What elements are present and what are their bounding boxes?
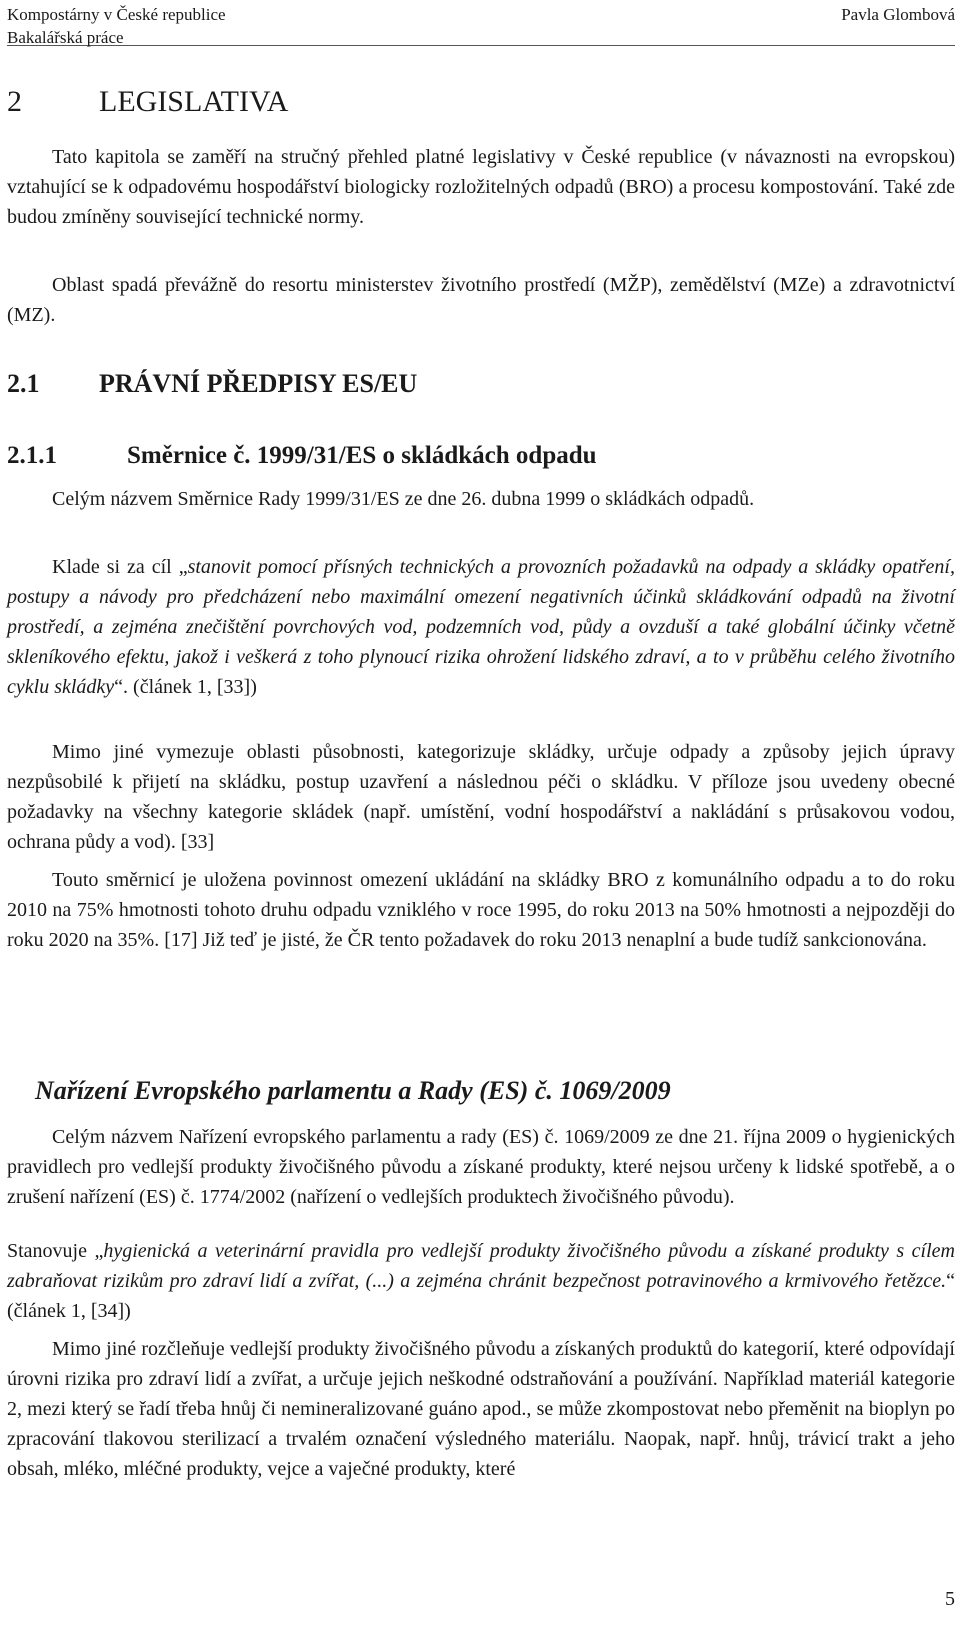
regulation-quote: hygienická a veterinární pravidla pro vedlejší produkty živočišného původu a získané produkty s cílem zabraňovat rizikům pro zdraví lidí a zvířat, (...) a zejména chránit bezpečnost potravinového a krmivového řetězce. [7,1240,955,1292]
regulation-paragraph-2 [7,1236,955,1326]
chapter-number: 2 [7,85,22,118]
intro-paragraph-2: Oblast spadá převážně do resortu ministerstev životního prostředí (MŽP), zemědělství (MZe) a zdravotnictví (MZ). [7,274,955,326]
regulation-quote-lead: Stanovuje „ [7,1240,104,1262]
directive-paragraph-4: Touto směrnicí je uložena povinnost omezení ukládání na skládky BRO z komunálního odpadu a to do roku 2010 na 75% hmotnosti tohoto druhu odpadu vzniklého v roce 1995, do roku 2013 na 50% hmotnosti a nejpozději do roku 2020 na 35%. [17] Již teď je jisté, že ČR tento požadavek do roku 2013 nenaplní a bude tudíž sankcionována. [7,869,955,951]
directive-quote-lead: Klade si za cíl „ [52,556,188,578]
page-header [7,0,955,46]
directive-quote-tail: “. (článek 1, [33]) [114,676,257,698]
page-number: 5 [945,1588,955,1610]
regulation-quote-tail: “ (článek 1, [34]) [7,1270,955,1322]
intro-paragraph-1: Tato kapitola se zaměří na stručný přehled platné legislativy v České republice (v návaznosti na evropskou) vztahující se k odpadovému hospodářství biologicky rozložitelných odpadů (BRO) a procesu kompostování. Také zde budou zmíněny související technické normy. [7,146,955,228]
chapter-title: LEGISLATIVA [99,85,289,118]
subsection-heading [7,440,597,472]
regulation-heading: Nařízení Evropského parlamentu a Rady (ES) č. 1069/2009 [35,1076,671,1105]
section-title: PRÁVNÍ PŘEDPISY ES/EU [99,369,418,398]
header-title: Kompostárny v České republice [7,5,226,24]
header-author: Pavla Glombová [841,5,955,24]
directive-paragraph-2 [7,552,955,702]
section-heading [7,367,417,401]
header-subtitle: Bakalářská práce [7,28,124,47]
subsection-title: Směrnice č. 1999/31/ES o skládkách odpadu [127,442,597,469]
chapter-heading [7,82,288,122]
directive-quote: stanovit pomocí přísných technických a provozních požadavků na odpady a skládky opatření, postupy a návody pro předcházení nebo maximální omezení negativních účinků skládkování odpadů na životní prostředí, a zejména znečištění povrchových vod, podzemních vod, půdy a ovzduší a také globální účinky včetně skleníkového efektu, jakož i veškerá z toho plynoucí rizika ohrožení lidského zdraví, a to v průběhu celého životního cyklu skládky [7,556,955,698]
directive-paragraph-1: Celým názvem Směrnice Rady 1999/31/ES ze dne 26. dubna 1999 o skládkách odpadů. [52,488,755,510]
subsection-number: 2.1.1 [7,442,57,469]
directive-paragraph-3: Mimo jiné vymezuje oblasti působnosti, kategorizuje skládky, určuje odpady a způsoby jejich úpravy nezpůsobilé k přijetí na skládku, postup uzavření a následnou péči o skládku. V příloze jsou uvedeny obecné požadavky na všechny kategorie skládek (např. umístění, vodní hospodářství a nakládání s průsakovou vodou, ochrana půdy a vod). [33] [7,741,955,853]
regulation-paragraph-3: Mimo jiné rozčleňuje vedlejší produkty živočišného původu a získaných produktů do kategorií, které odpovídají úrovni rizika pro zdraví lidí a zvířat, a určuje jejich neškodné odstraňování a používání. Například materiál kategorie 2, mezi který se řadí třeba hnůj či nemineralizované guáno apod., se může zkompostovat nebo přeměnit na bioplyn po zpracování tlakovou sterilizací a trvalém označení výsledného materiálu. Naopak, např. hnůj, trávicí trakt a jeho obsah, mléko, mléčné produkty, vejce a vaječné produkty, které [7,1338,955,1480]
regulation-paragraph-1: Celým názvem Nařízení evropského parlamentu a rady (ES) č. 1069/2009 ze dne 21. října 2009 o hygienických pravidlech pro vedlejší produkty živočišného původu a získané produkty, které nejsou určeny k lidské spotřebě, a o zrušení nařízení (ES) č. 1774/2002 (nařízení o vedlejších produktech živočišného původu). [7,1126,955,1208]
header-left [7,3,226,49]
section-number: 2.1 [7,369,40,398]
